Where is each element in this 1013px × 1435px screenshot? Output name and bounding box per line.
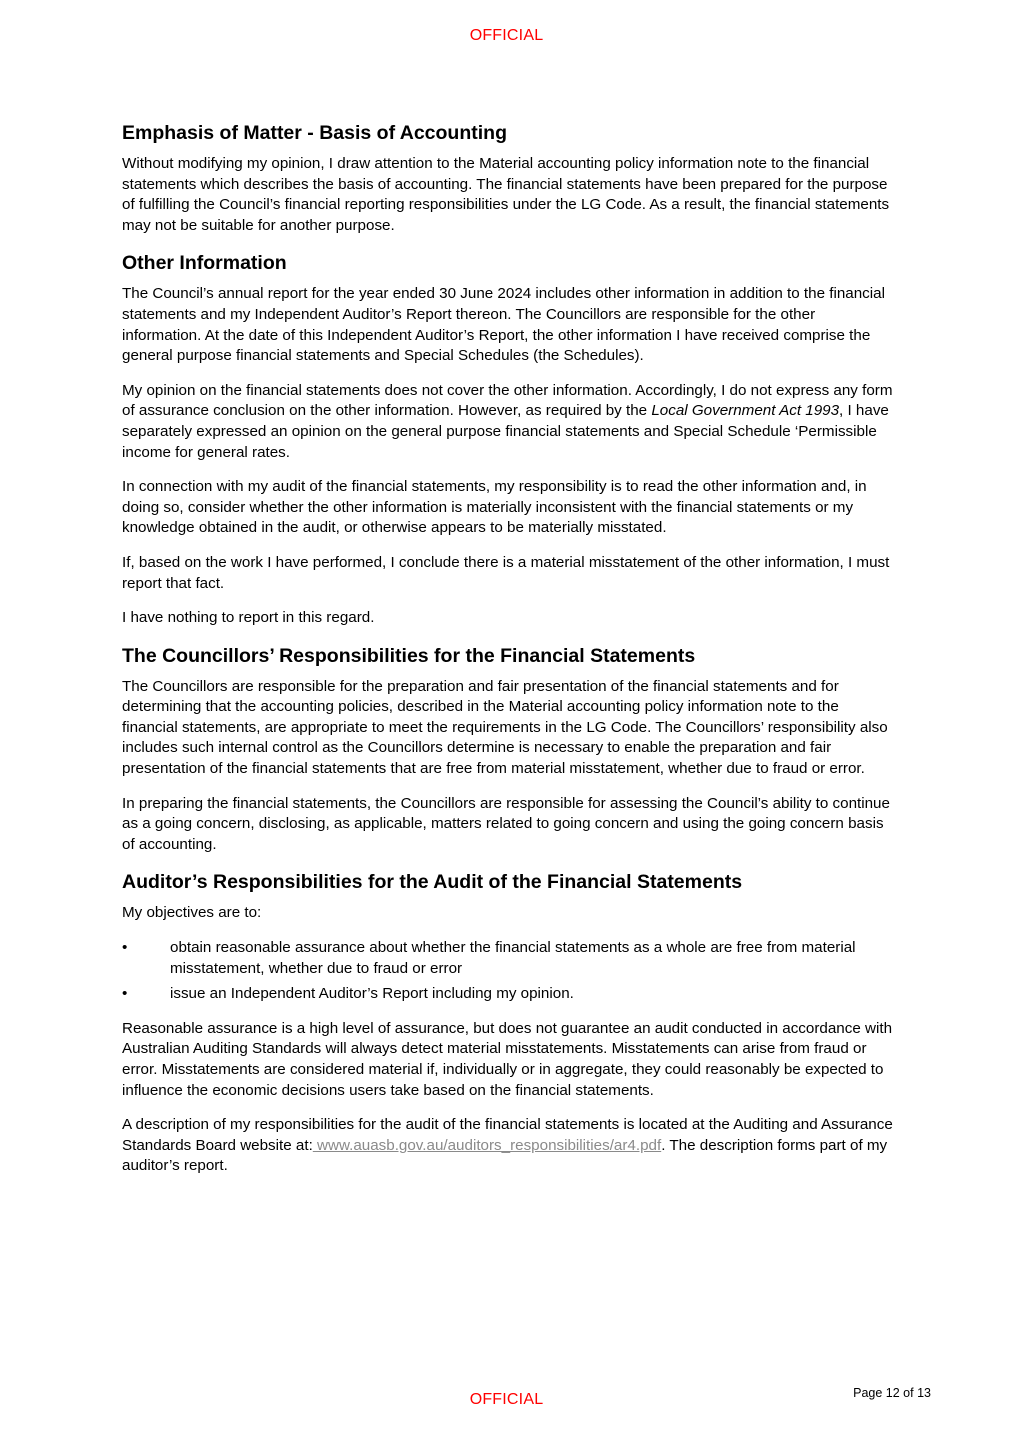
- paragraph: [122, 1115, 897, 1177]
- paragraph-text: , I have separately expressed an opinion on the general purpose financial statements and Special Schedule ‘Permissible income for general rates.: [122, 402, 889, 461]
- page-number: Page 12 of 13: [853, 1386, 931, 1400]
- paragraph: In preparing the financial statements, the Councillors are responsible for assessing the Council’s ability to continue as a going concern, disclosing, as applicable, matters related to going concern and using the going concern basis of accounting.: [122, 794, 890, 853]
- section-heading: Auditor’s Responsibilities for the Audit of the Financial Statements: [122, 871, 743, 894]
- objectives-list: [122, 938, 897, 1005]
- paragraph-text: My opinion on the financial statements does not cover the other information. Accordingly, I do not express any form of assurance conclusion on the other information. However, as required by the: [122, 381, 893, 420]
- paragraph: The Council’s annual report for the year ended 30 June 2024 includes other information in addition to the financial statements and my Independent Auditor’s Report thereon. The Councillors are responsible for the other information. At the date of this Independent Auditor’s Report, the other information I have received comprise the general purpose financial statements and Special Schedules (the Schedules).: [122, 285, 885, 365]
- paragraph: Reasonable assurance is a high level of assurance, but does not guarantee an audit conducted in accordance with Australian Auditing Standards will always detect material misstatements. Misstatements can arise from fraud or error. Misstatements are considered material if, individually or in aggregate, they could reasonably be expected to influence the economic decisions users take based on the financial statements.: [122, 1019, 893, 1099]
- section-other-information: [122, 250, 897, 628]
- section-heading: The Councillors’ Responsibilities for the Financial Statements: [122, 644, 696, 667]
- paragraph: My objectives are to:: [122, 904, 262, 922]
- section-heading: Other Information: [122, 252, 287, 275]
- section-auditor-responsibilities: [122, 869, 897, 1177]
- header-classification-label: OFFICIAL: [469, 27, 544, 44]
- list-item-text: issue an Independent Auditor’s Report including my opinion.: [170, 985, 574, 1003]
- section-councillors-responsibilities: [122, 643, 897, 856]
- section-heading: Emphasis of Matter - Basis of Accounting: [122, 122, 507, 144]
- paragraph-text: A description of my responsibilities for the audit of the financial statements is located at the Auditing and Assurance Standards Board website at:: [122, 1116, 893, 1154]
- paragraph: [122, 381, 897, 463]
- list-item-text: obtain reasonable assurance about whether the financial statements as a whole are free from material misstatement, whether due to fraud or error: [170, 939, 856, 977]
- list-item: [122, 938, 897, 979]
- paragraph: The Councillors are responsible for the preparation and fair presentation of the financial statements and for determining that the accounting policies, described in the Material accounting policy information note to the financial statements, are appropriate to meet the requirements in the LG Code. The Councillors’ responsibility also includes such internal control as the Councillors determine is necessary to enable the preparation and fair presentation of the financial statements that are free from material misstatement, whether due to fraud or error.: [122, 677, 888, 778]
- section-emphasis-of-matter: [122, 120, 897, 236]
- document-body: [122, 120, 897, 1191]
- list-item: [122, 984, 897, 1005]
- bullet-icon: •: [122, 939, 128, 957]
- act-title: Local Government Act 1993: [651, 402, 840, 420]
- bullet-icon: •: [122, 985, 128, 1003]
- paragraph: Without modifying my opinion, I draw attention to the Material accounting policy information note to the financial statements which describes the basis of accounting. The financial statements have been prepared for the purpose of fulfilling the Council’s financial reporting responsibilities under the LG Code. As a result, the financial statements may not be suitable for another purpose.: [122, 155, 890, 234]
- auasb-website-link[interactable]: www.auasb.gov.au/auditors_responsibilities/ar4.pdf: [312, 1136, 662, 1154]
- paragraph: In connection with my audit of the financial statements, my responsibility is to read the other information and, in doing so, consider whether the other information is materially inconsistent with the financial statements or my knowledge obtained in the audit, or otherwise appears to be materially misstated.: [122, 478, 867, 537]
- paragraph: I have nothing to report in this regard.: [122, 609, 375, 627]
- paragraph-text: . The description forms part of my auditor’s report.: [122, 1136, 888, 1175]
- footer-classification-label: OFFICIAL: [469, 1391, 544, 1408]
- paragraph: If, based on the work I have performed, I conclude there is a material misstatement of the other information, I must report that fact.: [122, 553, 890, 592]
